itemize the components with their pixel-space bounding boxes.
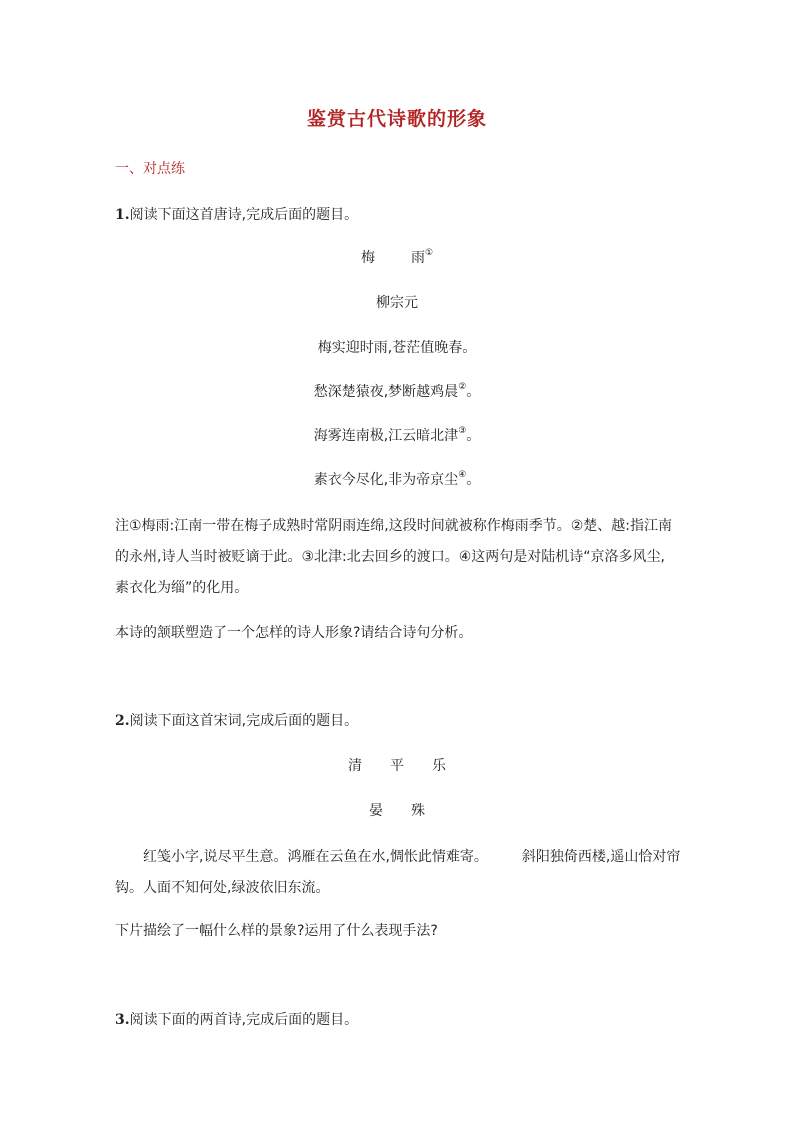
question-1-text: 阅读下面这首唐诗,完成后面的题目。 (129, 207, 359, 223)
section-heading: 一、对点练 (115, 161, 185, 177)
note-line-3: 素衣化为缁”的化用。 (115, 580, 249, 596)
poem-2-body-line-2: 钩。人面不知何处,绿波依旧东流。 (115, 880, 330, 896)
footnote-mark-4: ④ (458, 470, 467, 481)
poem-2-author: 晏 殊 (369, 803, 425, 819)
poem-2-body-line-1: 红笺小字,说尽平生意。鸿雁在云鱼在水,惆怅此情难寄。 斜阳独倚西楼,遥山恰对帘 (143, 849, 681, 865)
poem-1-line-2: 愁深楚猿夜,梦断越鸡晨②。 (313, 382, 481, 400)
page-title: 鉴赏古代诗歌的形象 (306, 108, 487, 130)
question-2-text: 阅读下面这首宋词,完成后面的题目。 (129, 713, 359, 729)
poem-1-title-char-2: 雨 (410, 250, 425, 266)
question-2-task: 下片描绘了一幅什么样的景象?运用了什么表现手法? (115, 923, 438, 939)
footnote-mark-3: ③ (458, 426, 467, 437)
note-line-2: 的永州,诗人当时被贬谪于此。③北津:北去回乡的渡口。④这两句是对陆机诗“京洛多风尘, (115, 549, 665, 565)
poem-1-line-1: 梅实迎时雨,苍茫值晚春。 (317, 340, 477, 356)
question-3-number: 3. (115, 1012, 130, 1028)
poem-1-line-4: 素衣今尽化,非为帝京尘④。 (313, 470, 481, 488)
poem-1-title-char-1: 梅 (360, 250, 375, 266)
question-2-number: 2. (115, 713, 130, 729)
question-3-prompt (115, 1009, 358, 1029)
question-1-task: 本诗的颔联塑造了一个怎样的诗人形象?请结合诗句分析。 (115, 625, 473, 641)
poem-2-title: 清 平 乐 (348, 758, 446, 774)
question-1-prompt (115, 204, 358, 224)
poem-1-title (0, 247, 794, 267)
poem-1-author: 柳宗元 (376, 295, 418, 311)
note-line-1: 注①梅雨:江南一带在梅子成熟时常阴雨连绵,这段时间就被称作梅雨季节。②楚、越:指江南 (115, 518, 672, 534)
question-2-prompt (115, 710, 358, 730)
footnote-mark-2: ② (458, 382, 467, 393)
question-1-number: 1. (115, 207, 130, 223)
poem-1-line-3: 海雾连南极,江云暗北津③。 (313, 426, 481, 444)
footnote-mark-1: ① (424, 248, 434, 259)
question-3-text: 阅读下面的两首诗,完成后面的题目。 (129, 1012, 359, 1028)
